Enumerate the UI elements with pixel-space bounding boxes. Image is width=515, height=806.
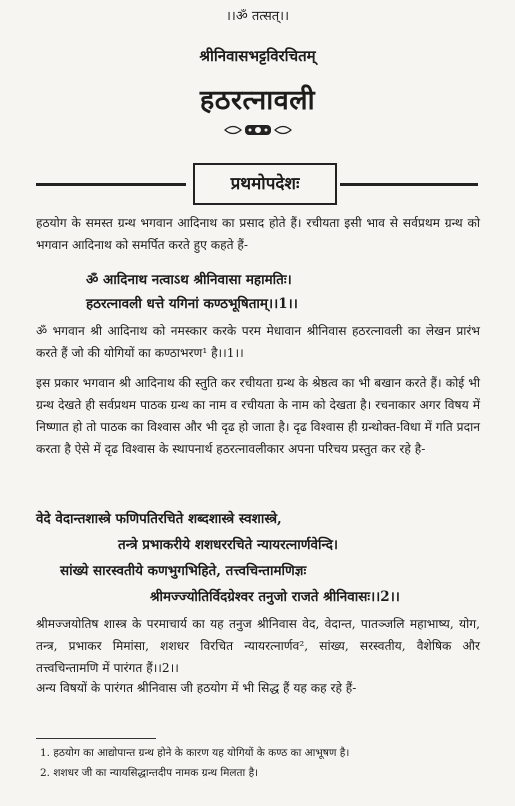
paragraph-transition: अन्य विषयों के पारंगत श्रीनिवास जी हठयोग में भी सिद्ध हैं यह कह रहे हैं-	[36, 681, 357, 695]
verse-1-line-1: ॐ आदिनाथ नत्वाऽथ श्रीनिवासा महामतिः।	[86, 272, 292, 288]
paragraph-verse-2-explanation: श्रीमज्जयोतिष शास्त्र के परमाचार्य का यह तनुज श्रीनिवास वेद, वेदान्त, पातञ्जलि महाभाष्य, योग, तन्त्र, प्रभाकर मिमांसा, शशधर विरचित न्यायरत्नार्णव², सांख्य, सरस्वतीय, वैशेषिक और तत्त्वचिन्तामणि में पारंगत हैं।।2।।	[36, 617, 480, 675]
ornament-icon	[223, 121, 293, 139]
verse-2-line-3: सांख्ये सारस्वतीये कणभुगभिहिते, तत्त्वचिन्तामणिज्ञः	[60, 563, 307, 579]
footnote-1: 1. हठयोग का आद्योपान्त ग्रन्थ होने के कारण यह योगियों के कण्ठ का आभूषण है।	[40, 747, 350, 759]
invocation: ।।ॐ तत्सत्।।	[225, 9, 290, 24]
verse-2-line-2: तन्त्रे प्रभाकरीये शशधररचिते न्यायरत्नार्णवेन्दि।	[118, 537, 339, 553]
verse-2-line-4: श्रीमज्ज्योतिर्विदग्रेश्वर तनुजो राजते श्रीनिवासः।।2।।	[150, 589, 400, 605]
verse-1-line-2: हठरत्नावली धत्ते यगिनां कण्ठभूषिताम्।।1।।	[86, 296, 298, 312]
author-line: श्रीनिवासभट्टविरचितम्	[199, 47, 316, 65]
book-title: हठरत्नावली	[199, 85, 316, 116]
verse-2-line-1: वेदे वेदान्तशास्त्रे फणिपतिरचिते शब्दशास्त्रे स्वशास्त्रे,	[36, 511, 282, 527]
paragraph-verse-1-explanation: ॐ भगवान श्री आदिनाथ को नमस्कार करके परम मेधावान श्रीनिवास हठरत्नावली का लेखन प्रारंभ करते हैं जो की योगियों का कण्ठाभरण¹ है।।1।।	[36, 324, 480, 360]
paragraph-intro: हठयोग के समस्त ग्रन्थ भगवान आदिनाथ का प्रसाद होते हैं। रचीयता इसी भाव से सर्वप्रथम ग्रन्थ को भगवान आदिनाथ को समर्पित करते हुए कहते हैं-	[36, 216, 480, 252]
paragraph-author-intro: इस प्रकार भगवान श्री आदिनाथ की स्तुति कर रचीयता ग्रन्थ के श्रेष्ठत्व का भी बखान करते हैं। कोई भी ग्रन्थ देखते ही सर्वप्रथम पाठक ग्रन्थ का नाम व रचीयता के नाम को देखता है। रचनाकार अगर विषय में निष्णात हो तो पाठक का विश्वास और भी दृढ हो जाता है। दृढ विश्वास ही ग्रन्थोक्त-विधा में गति प्रदान करता है ऐसे में दृढ विश्वास के स्थापनार्थ हठरत्नावलीकार अपना परिचय प्रस्तुत कर रहे है-	[36, 376, 480, 456]
chapter-heading: प्रथमोपदेशः	[193, 163, 337, 205]
footnote-2: 2. शशधर जी का न्यायसिद्धान्तदीप नामक ग्रन्थ मिलता है।	[40, 767, 259, 779]
chapter-rule-right	[340, 183, 478, 186]
chapter-rule-left	[36, 183, 186, 186]
footnote-rule	[36, 738, 156, 739]
